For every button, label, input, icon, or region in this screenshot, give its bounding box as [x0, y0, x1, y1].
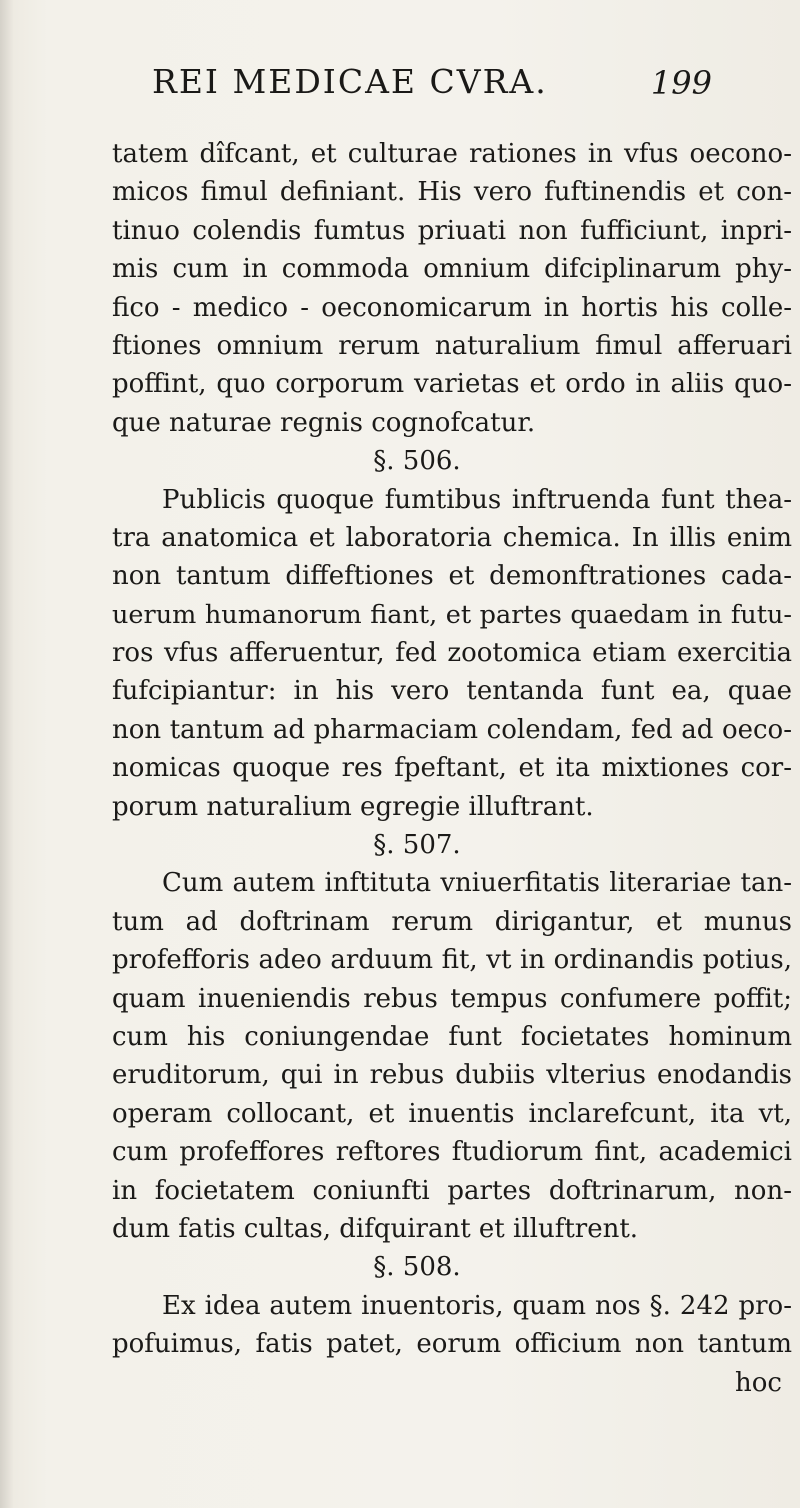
text-line: fico - medico - oeconomicarum in hortis his colle- — [112, 292, 792, 323]
text-line: uerum humanorum fiant, et partes quaedam in futu- — [112, 599, 792, 630]
text-line: cum profeffores reftores ftudiorum fint, academici — [112, 1137, 792, 1168]
section-number: §. 507. — [373, 830, 461, 861]
text-line: operam collocant, et inuentis inclarefcunt, ita vt, — [112, 1098, 792, 1129]
text-line: profefforis adeo arduum fit, vt in ordinandis potius, — [112, 945, 792, 976]
text-line: poffint, quo corporum varietas et ordo in aliis quo- — [112, 369, 792, 400]
text-line: tatem dîfcant, et culturae rationes in vfus oecono- — [112, 139, 792, 169]
text-line: eruditorum, qui in rebus dubiis vlterius enodandis — [112, 1060, 792, 1091]
text-line: quam inueniendis rebus tempus confumere poffit; — [112, 983, 792, 1014]
catchword: hoc — [735, 1367, 782, 1398]
text-line: tra anatomica et laboratoria chemica. In illis enim — [112, 522, 792, 553]
text-line: Publicis quoque fumtibus inftruenda funt thea- — [162, 484, 792, 515]
text-line: in focietatem coniunfti partes doftrinarum, non- — [112, 1175, 792, 1206]
text-line: mis cum in commoda omnium difciplinarum phy- — [112, 254, 792, 285]
section-number: §. 508. — [373, 1252, 461, 1283]
text-line: micos fimul definiant. His vero fuftinendis et con- — [112, 177, 792, 208]
text-line: non tantum diffeftiones et demonftrationes cada- — [112, 561, 792, 592]
text-line: cum his coniungendae funt focietates hominum — [112, 1021, 792, 1052]
text-line: non tantum ad pharmaciam colendam, fed ad oeco- — [112, 714, 792, 745]
running-head — [152, 62, 712, 110]
text-line: pofuimus, fatis patet, eorum officium non tantum — [112, 1329, 792, 1360]
text-line: que naturae regnis cognofcatur. — [112, 407, 536, 438]
text-line: nomicas quoque res fpeftant, et ita mixtiones cor- — [112, 753, 792, 784]
text-line: tum ad doftrinam rerum dirigantur, et munus — [112, 906, 792, 937]
text-line: ftiones omnium rerum naturalium fimul afferuari — [112, 330, 792, 361]
page-number: 199 — [650, 64, 712, 102]
text-line: dum fatis cultas, difquirant et illuftrent. — [112, 1213, 639, 1244]
section-number: §. 506. — [373, 446, 461, 477]
text-line: Cum autem inftituta vniuerfitatis literariae tan- — [162, 868, 792, 899]
gutter-shadow — [0, 0, 14, 1508]
text-line: fufcipiantur: in his vero tentanda funt ea, quae — [112, 676, 792, 707]
text-line: Ex idea autem inuentoris, quam nos §. 242 pro- — [162, 1290, 792, 1321]
text-line: porum naturalium egregie illuftrant. — [112, 791, 594, 822]
body-text — [112, 135, 792, 1402]
text-line: tinuo colendis fumtus priuati non fufficiunt, inpri- — [112, 215, 792, 246]
running-title: REI MEDICAE CVRA. — [152, 62, 548, 101]
text-line: ros vfus afferuentur, fed zootomica etiam exercitia — [112, 638, 792, 669]
